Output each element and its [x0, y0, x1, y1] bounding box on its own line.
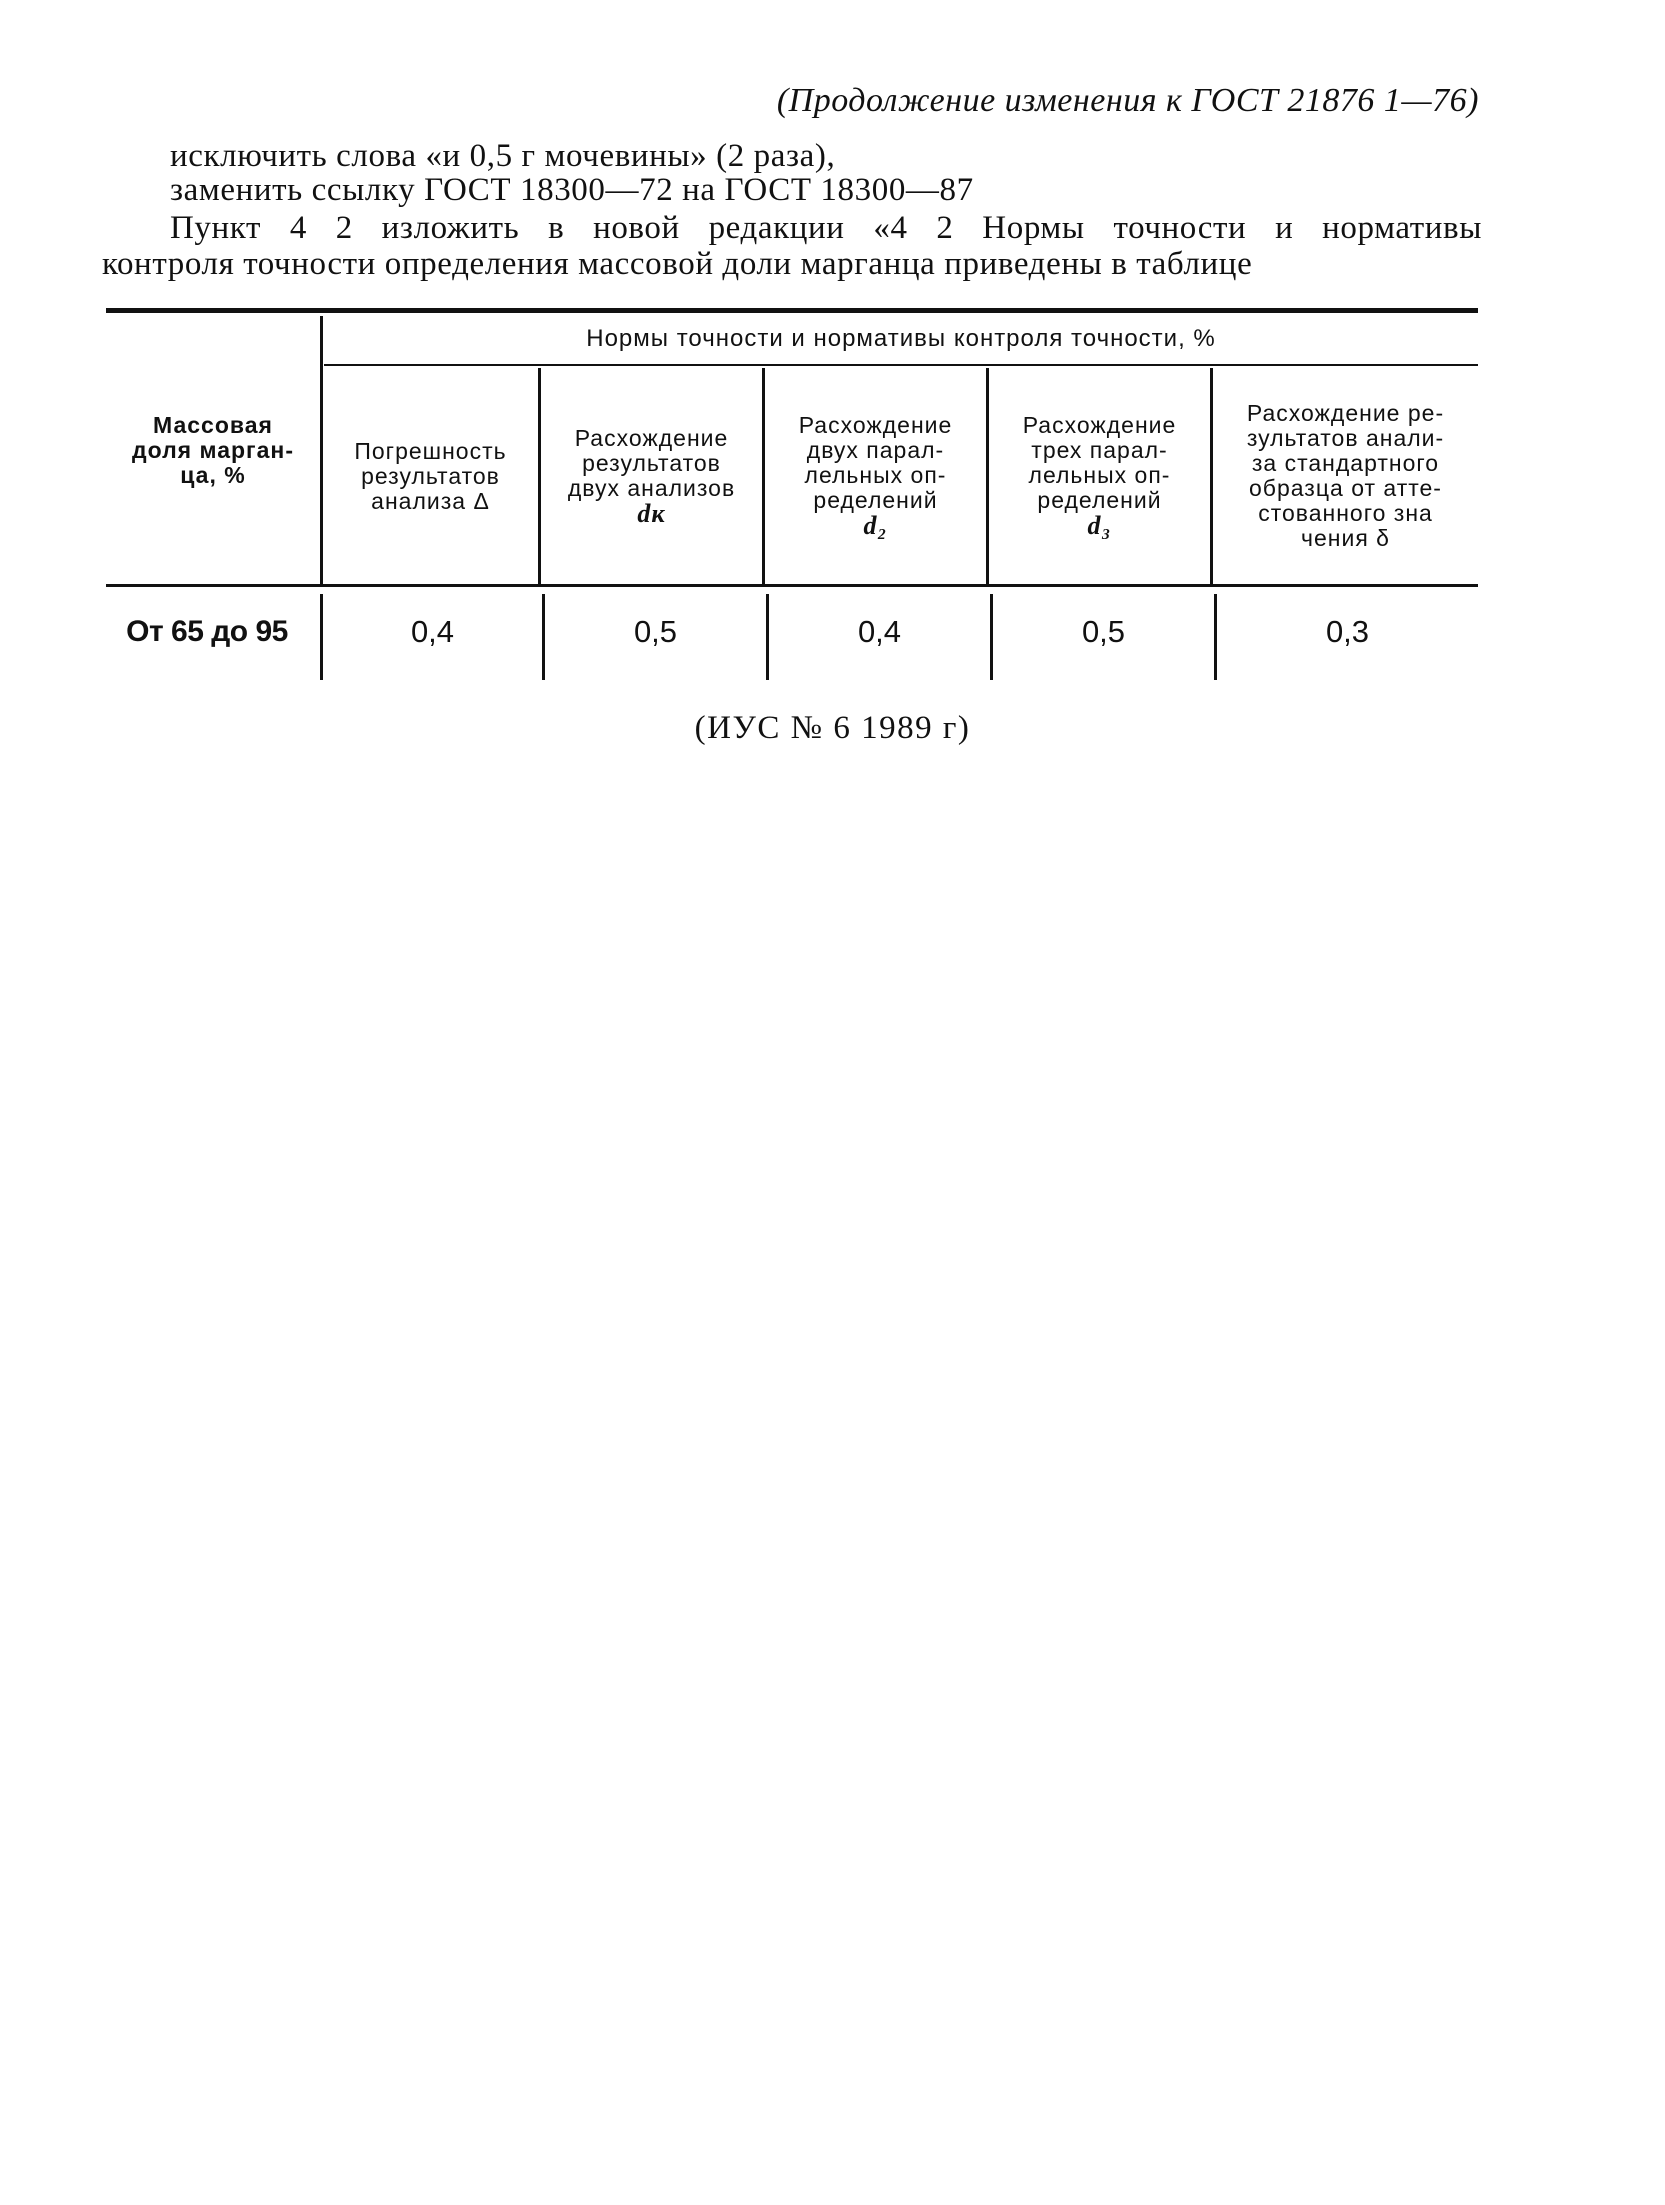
column-header-line: стованного зна	[1258, 500, 1433, 526]
table-header-rule	[106, 584, 1478, 587]
column-header-two-parallel	[765, 368, 986, 584]
column-header-line: двух парал-	[806, 437, 945, 463]
body-line-3: Пункт 4 2 изложить в новой редакции «4 2 Нормы точности и нормативы	[170, 210, 1482, 246]
column-header-error	[323, 368, 538, 584]
source-reference: (ИУС № 6 1989 г)	[694, 710, 971, 746]
column-header-line: образца от атте-	[1249, 475, 1442, 501]
column-header-line: зультатов анали-	[1246, 425, 1445, 451]
row-header-line: доля марган-	[132, 436, 294, 463]
body-line-2: заменить ссылку ГОСТ 18300—72 на ГОСТ 18300—87	[170, 172, 974, 208]
column-header-line: Расхождение	[1022, 412, 1177, 438]
column-header-line: трех парал-	[1031, 437, 1168, 463]
column-header-line: результатов	[582, 449, 721, 476]
row-label: От 65 до 95	[126, 615, 288, 648]
body-line-4: контроля точности определения массовой доли марганца приведены в таблице	[102, 246, 1253, 282]
continuation-header: (Продолжение изменения к ГОСТ 21876 1—76)	[776, 82, 1479, 119]
row-header-cell	[106, 316, 320, 584]
column-header-three-parallel	[989, 368, 1210, 584]
column-header-line: лельных оп-	[804, 462, 947, 488]
column-header-line: анализа Δ	[371, 487, 490, 514]
column-header-line: чения δ	[1301, 525, 1390, 551]
column-header-line: ределений	[1037, 487, 1162, 513]
column-header-line: двух анализов	[567, 474, 736, 501]
row-header-line: ца, %	[180, 461, 246, 488]
column-header-line: за стандартного	[1251, 450, 1440, 476]
table-cell: 0,3	[1325, 614, 1370, 649]
column-header-standard-sample	[1213, 368, 1478, 584]
table-top-rule	[106, 308, 1478, 313]
column-header-line: Расхождение	[798, 412, 953, 438]
column-symbol: d₃	[1087, 511, 1112, 540]
table-cell: 0,5	[1081, 614, 1126, 649]
column-symbol: dк	[637, 498, 666, 528]
body-line-1: исключить слова «и 0,5 г мочевины» (2 раза),	[170, 138, 836, 174]
column-header-line: Расхождение ре-	[1246, 400, 1445, 426]
table-cell: 0,4	[857, 614, 902, 649]
table-subheader-rule	[324, 364, 1478, 366]
column-header-line: результатов	[361, 462, 500, 489]
column-header-line: Погрешность	[354, 437, 507, 464]
accuracy-table	[106, 308, 1478, 698]
column-header-line: ределений	[813, 487, 938, 513]
table-cell: 0,4	[410, 614, 455, 649]
column-header-line: Расхождение	[574, 424, 729, 451]
group-header: Нормы точности и нормативы контроля точности, %	[586, 325, 1216, 352]
row-header-line: Массовая	[153, 411, 273, 438]
column-header-two-analyses	[541, 368, 762, 584]
column-symbol: d₂	[863, 511, 888, 540]
table-cell: 0,5	[633, 614, 678, 649]
column-header-line: лельных оп-	[1028, 462, 1171, 488]
